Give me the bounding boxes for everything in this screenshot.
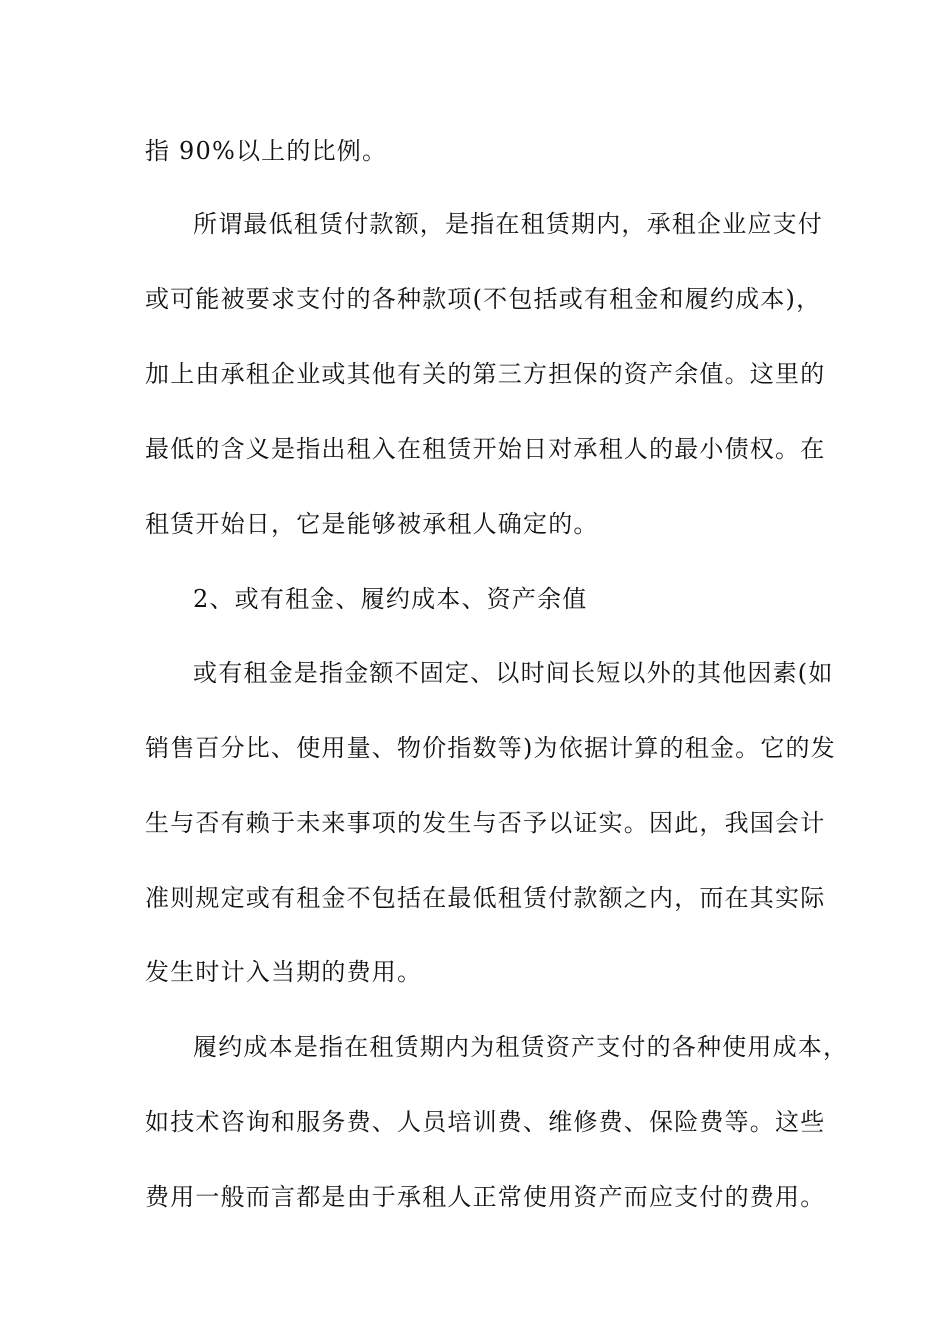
text-line: 销售百分比、使用量、物价指数等)为依据计算的租金。它的发	[145, 734, 836, 762]
text-line: 指 90%以上的比例。	[145, 137, 388, 165]
text-line: 准则规定或有租金不包括在最低租赁付款额之内，而在其实际	[145, 884, 826, 912]
text-line: 费用一般而言都是由于承租人正常使用资产而应支付的费用。	[145, 1183, 826, 1211]
text-line: 所谓最低租赁付款额，是指在租赁期内，承租企业应支付	[193, 210, 823, 238]
text-line: 或有租金是指金额不固定、以时间长短以外的其他因素(如	[193, 659, 834, 687]
section-heading: 2、或有租金、履约成本、资产余值	[193, 585, 588, 613]
text-line: 租赁开始日，它是能够被承租人确定的。	[145, 510, 599, 538]
text-line: 履约成本是指在租赁期内为租赁资产支付的各种使用成本，	[193, 1033, 849, 1061]
text-line: 生与否有赖于未来事项的发生与否予以证实。因此，我国会计	[145, 809, 826, 837]
text-line: 发生时计入当期的费用。	[145, 958, 423, 986]
text-line: 或可能被要求支付的各种款项(不包括或有租金和履约成本)，	[145, 285, 822, 313]
text-line: 加上由承租企业或其他有关的第三方担保的资产余值。这里的	[145, 360, 826, 388]
text-line: 最低的含义是指出租入在租赁开始日对承租人的最小债权。在	[145, 435, 826, 463]
text-line: 如技术咨询和服务费、人员培训费、维修费、保险费等。这些	[145, 1108, 826, 1136]
